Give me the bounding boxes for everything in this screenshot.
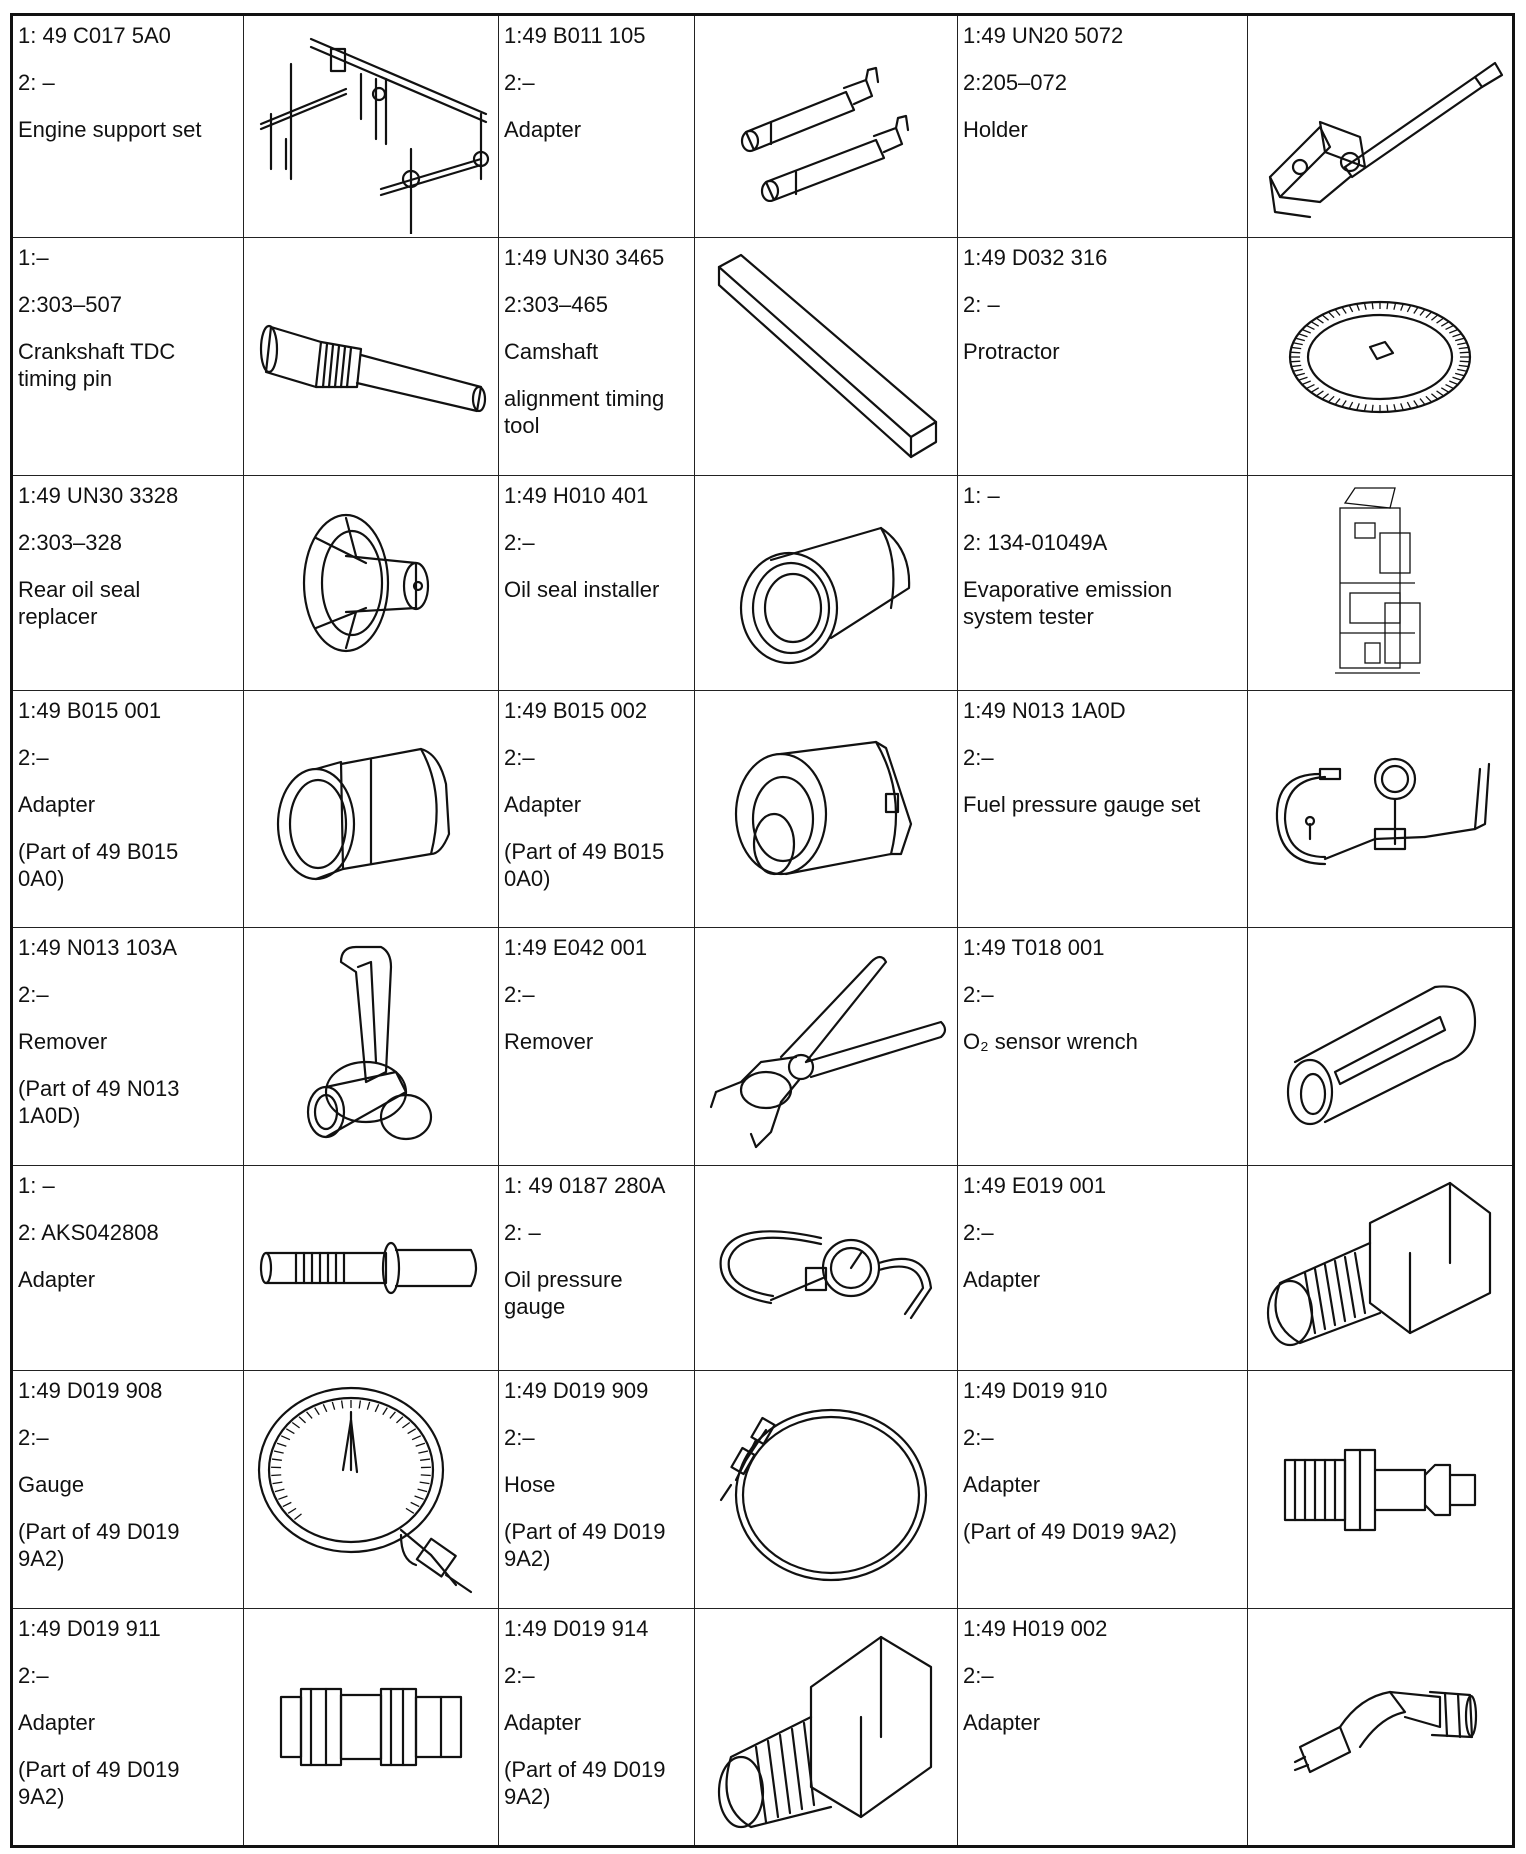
- tool-number-2: 2:–: [504, 1663, 535, 1688]
- tool-name: Oil seal installer: [504, 577, 660, 602]
- tool-number-2: 2:–: [504, 982, 535, 1007]
- gauge-icon: [251, 1380, 491, 1600]
- tool-name: Crankshaft TDC timing pin: [18, 339, 176, 391]
- tool-name: Gauge: [18, 1472, 85, 1497]
- tool-name: Protractor: [963, 339, 1060, 364]
- elbow-adapter-icon: [1280, 1657, 1480, 1797]
- tool-image-cell: [695, 1609, 958, 1847]
- tool-image-cell: [695, 1166, 958, 1371]
- tool-number-1: 1: –: [963, 483, 1000, 508]
- table-row: [12, 476, 1514, 691]
- tool-image-cell: [1248, 1609, 1514, 1847]
- tool-text-cell: [499, 691, 695, 928]
- tool-text-cell: [958, 15, 1248, 238]
- tool-number-1: 1: 49 C017 5A0: [18, 23, 171, 48]
- tool-name: Adapter: [18, 1267, 96, 1292]
- oil-pressure-gauge-icon: [711, 1208, 941, 1328]
- tool-number-1: 1:49 N013 103A: [18, 935, 178, 960]
- tool-number-1: 1: 49 0187 280A: [504, 1173, 666, 1198]
- tool-number-2: 2:–: [504, 1425, 535, 1450]
- tool-text-cell: [958, 1166, 1248, 1371]
- table-row: [12, 1166, 1514, 1371]
- tool-text-cell: [12, 1166, 244, 1371]
- tool-note: (Part of 49 B015 0A0): [504, 839, 665, 891]
- tool-number-1: 1:49 UN20 5072: [963, 23, 1124, 48]
- tool-number-2: 2:–: [504, 70, 535, 95]
- tool-image-cell: [244, 1166, 499, 1371]
- tool-name: Engine support set: [18, 117, 202, 142]
- tool-name: Adapter: [504, 1710, 582, 1735]
- tool-number-2: 2:–: [963, 745, 994, 770]
- coupler-socket-icon: [271, 1677, 471, 1777]
- tool-number-1: 1:49 N013 1A0D: [963, 698, 1126, 723]
- evap-tester-icon: [1325, 483, 1435, 683]
- tool-number-2: 2:–: [963, 1220, 994, 1245]
- tool-text-cell: [958, 691, 1248, 928]
- tool-image-cell: [244, 238, 499, 476]
- tool-number-1: 1:49 D019 910: [963, 1378, 1108, 1403]
- tool-image-cell: [1248, 928, 1514, 1166]
- engine-support-set-icon: [251, 19, 491, 234]
- seal-installer-icon: [731, 498, 921, 668]
- tool-number-1: 1:49 B015 002: [504, 698, 648, 723]
- tool-number-1: 1:49 D019 908: [18, 1378, 163, 1403]
- tool-text-cell: [958, 928, 1248, 1166]
- tool-image-cell: [244, 928, 499, 1166]
- tool-note: (Part of 49 N013 1A0D): [18, 1076, 180, 1128]
- tool-image-cell: [1248, 1166, 1514, 1371]
- tool-image-cell: [244, 476, 499, 691]
- tool-image-cell: [695, 476, 958, 691]
- tool-name: Fuel pressure gauge set: [963, 792, 1201, 817]
- hose-icon: [716, 1390, 936, 1590]
- tool-number-2: 2:205–072: [963, 70, 1067, 95]
- tool-number-2: 2:–: [963, 1425, 994, 1450]
- tool-note: (Part of 49 D019 9A2): [18, 1519, 180, 1571]
- timing-pin-icon: [251, 287, 491, 427]
- tool-number-2: 2: –: [18, 70, 55, 95]
- tool-image-cell: [1248, 691, 1514, 928]
- tool-number-2: 2: –: [963, 292, 1000, 317]
- tool-text-cell: [499, 476, 695, 691]
- tool-number-2: 2:–: [18, 1425, 49, 1450]
- tool-number-1: 1:49 D019 909: [504, 1378, 649, 1403]
- tool-text-cell: [499, 928, 695, 1166]
- tool-name: Holder: [963, 117, 1028, 142]
- special-tools-table: [10, 13, 1515, 1848]
- tool-name: Remover: [504, 1029, 594, 1054]
- tool-note: (Part of 49 D019 9A2): [18, 1757, 180, 1809]
- tool-number-2: 2:–: [963, 982, 994, 1007]
- tool-number-1: 1:49 H019 002: [963, 1616, 1108, 1641]
- adapter-sleeve-2-icon: [726, 724, 926, 894]
- threaded-adapter-icon: [256, 1228, 486, 1308]
- table-row: [12, 691, 1514, 928]
- tool-image-cell: [244, 1371, 499, 1609]
- hex-adapter-2-icon: [711, 1617, 941, 1837]
- tool-text-cell: [499, 1166, 695, 1371]
- tool-image-cell: [244, 691, 499, 928]
- tool-image-cell: [244, 15, 499, 238]
- tool-image-cell: [695, 928, 958, 1166]
- tool-number-1: 1:49 E019 001: [963, 1173, 1107, 1198]
- tool-name: Remover: [18, 1029, 108, 1054]
- tool-name: Adapter: [963, 1472, 1041, 1497]
- tool-number-1: 1:49 E042 001: [504, 935, 648, 960]
- tool-image-cell: [1248, 238, 1514, 476]
- tool-name: Adapter: [504, 792, 582, 817]
- tool-number-2: 2: AKS042808: [18, 1220, 159, 1245]
- tool-name: Rear oil seal replacer: [18, 577, 141, 629]
- remover-icon: [296, 942, 446, 1152]
- tool-number-1: 1:49 D032 316: [963, 245, 1108, 270]
- tool-name: Adapter: [18, 792, 96, 817]
- tool-number-2: 2:303–465: [504, 292, 608, 317]
- tool-number-2: 2:–: [504, 745, 535, 770]
- tool-number-1: 1:49 D019 914: [504, 1616, 649, 1641]
- tool-text-cell: [12, 476, 244, 691]
- adapter-sleeve-icon: [271, 724, 471, 894]
- tool-number-1: 1: –: [18, 1173, 55, 1198]
- tool-note: (Part of 49 D019 9A2): [963, 1519, 1178, 1544]
- protractor-icon: [1285, 287, 1475, 427]
- hex-adapter-icon: [1260, 1173, 1500, 1363]
- tool-text-cell: [12, 238, 244, 476]
- seal-replacer-icon: [286, 508, 456, 658]
- tool-name: O₂ sensor wrench: [963, 1029, 1138, 1054]
- tool-number-2: 2:303–507: [18, 292, 122, 317]
- tool-image-cell: [244, 1609, 499, 1847]
- tool-number-1: 1:49 B011 105: [504, 23, 646, 48]
- tool-text-cell: [958, 1609, 1248, 1847]
- tool-name: Hose: [504, 1472, 556, 1497]
- tool-note: alignment timing tool: [504, 386, 665, 438]
- o2-wrench-icon: [1275, 962, 1485, 1132]
- tool-name: Oil pressure gauge: [504, 1267, 623, 1319]
- tool-number-2: 2:–: [18, 745, 49, 770]
- tool-number-2: 2:–: [18, 1663, 49, 1688]
- tool-number-1: 1:49 T018 001: [963, 935, 1105, 960]
- tool-number-2: 2:–: [963, 1663, 994, 1688]
- tool-image-cell: [1248, 1371, 1514, 1609]
- tool-image-cell: [695, 1371, 958, 1609]
- tool-text-cell: [499, 15, 695, 238]
- table-row: [12, 15, 1514, 238]
- tool-number-1: 1:49 UN30 3465: [504, 245, 665, 270]
- tool-text-cell: [958, 1371, 1248, 1609]
- fuel-gauge-set-icon: [1265, 729, 1495, 889]
- tool-name: Adapter: [963, 1710, 1041, 1735]
- tool-text-cell: [12, 1609, 244, 1847]
- table-row: [12, 238, 1514, 476]
- tool-image-cell: [695, 691, 958, 928]
- table-row: [12, 928, 1514, 1166]
- tool-number-2: 2:303–328: [18, 530, 122, 555]
- tool-note: (Part of 49 D019 9A2): [504, 1519, 666, 1571]
- holder-icon: [1250, 27, 1510, 227]
- adapter-pins-icon: [726, 52, 926, 202]
- pliers-icon: [701, 942, 951, 1152]
- tool-number-1: 1:49 H010 401: [504, 483, 649, 508]
- tool-text-cell: [12, 928, 244, 1166]
- tool-number-2: 2: –: [504, 1220, 541, 1245]
- quick-coupler-icon: [1275, 1445, 1485, 1535]
- tool-number-1: 1:–: [18, 245, 49, 270]
- tool-number-2: 2:–: [18, 982, 49, 1007]
- tool-text-cell: [958, 238, 1248, 476]
- tool-image-cell: [695, 238, 958, 476]
- tool-text-cell: [12, 15, 244, 238]
- tool-image-cell: [1248, 476, 1514, 691]
- tool-name: Adapter: [18, 1710, 96, 1735]
- table-row: [12, 1609, 1514, 1847]
- tool-name: Adapter: [504, 117, 582, 142]
- tool-number-1: 1:49 B015 001: [18, 698, 162, 723]
- tool-number-2: 2:–: [504, 530, 535, 555]
- tool-text-cell: [499, 1371, 695, 1609]
- tool-name: Adapter: [963, 1267, 1041, 1292]
- camshaft-tool-icon: [711, 247, 941, 467]
- tool-number-1: 1:49 UN30 3328: [18, 483, 179, 508]
- tool-number-2: 2: 134-01049A: [963, 530, 1108, 555]
- tool-text-cell: [12, 1371, 244, 1609]
- tool-note: (Part of 49 D019 9A2): [504, 1757, 666, 1809]
- tool-note: (Part of 49 B015 0A0): [18, 839, 179, 891]
- tool-image-cell: [1248, 15, 1514, 238]
- tool-text-cell: [958, 476, 1248, 691]
- tool-number-1: 1:49 D019 911: [18, 1616, 161, 1641]
- tool-image-cell: [695, 15, 958, 238]
- tool-text-cell: [499, 238, 695, 476]
- tool-name: Evaporative emission system tester: [963, 577, 1173, 629]
- tool-text-cell: [12, 691, 244, 928]
- table-row: [12, 1371, 1514, 1609]
- tool-name: Camshaft: [504, 339, 599, 364]
- tool-text-cell: [499, 1609, 695, 1847]
